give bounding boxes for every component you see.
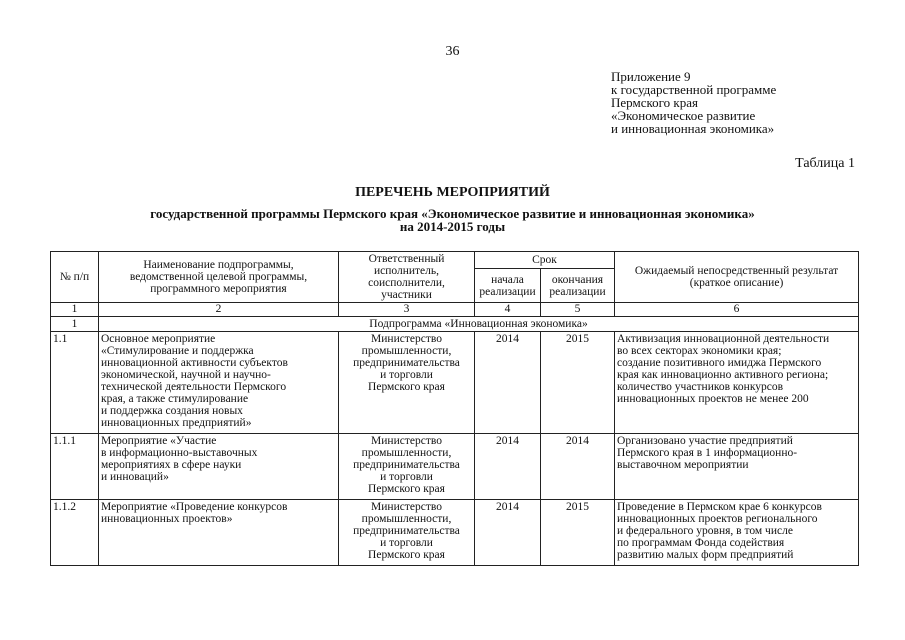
appendix-note [611, 70, 776, 135]
column-number: 4 [475, 303, 541, 317]
header-end-line: окончания [551, 273, 604, 286]
row-name-line: и инноваций» [101, 471, 169, 483]
header-start [475, 269, 541, 303]
header-executor-line: Ответственный [368, 253, 445, 265]
column-number: 5 [541, 303, 615, 317]
header-name-line: Наименование подпрограммы, [143, 259, 294, 271]
row-num: 1.1.1 [51, 434, 99, 500]
row-name-line: в информационно-выставочных [101, 447, 258, 459]
row-executor-line: Пермского края [368, 381, 445, 393]
row-result-line: и федерального уровня, в том числе [617, 525, 793, 537]
appendix-line: к государственной программе [611, 82, 777, 97]
row-result-line: Активизация инновационной деятельности [617, 333, 830, 345]
table-label: Таблица 1 [795, 156, 855, 171]
row-name-line: Мероприятие «Проведение конкурсов [101, 501, 288, 513]
header-executor-line: соисполнители, [368, 277, 445, 289]
row-name-line: Мероприятие «Участие [101, 435, 217, 447]
row-result-line: создание позитивного имиджа Пермского [617, 357, 822, 369]
row-executor-line: Пермского края [368, 549, 445, 561]
row-result [615, 500, 859, 566]
row-result-line: выставочном мероприятии [617, 459, 749, 471]
row-executor-line: промышленности, [361, 447, 452, 459]
row-result-line: количество участников конкурсов [617, 381, 784, 393]
row-result-line: по программам Фонда содействия [617, 537, 785, 549]
row-name-line: экономической, научной и научно- [101, 369, 271, 381]
header-name-line: ведомственной целевой программы, [129, 271, 308, 283]
column-number-row [51, 303, 859, 317]
row-name-line: инновационных предприятий» [101, 417, 252, 429]
row-executor [339, 434, 475, 500]
row-executor-line: предпринимательства [353, 525, 460, 537]
row-end: 2015 [541, 332, 615, 434]
section-title: Подпрограмма «Инновационная экономика» [99, 317, 859, 332]
row-result-line: инновационных проектов не менее 200 [617, 393, 809, 405]
header-executor-line: участники [381, 289, 432, 301]
header-name-line: программного мероприятия [150, 283, 287, 295]
column-number: 3 [339, 303, 475, 317]
row-name [99, 434, 339, 500]
row-name-line: и поддержка создания новых [101, 405, 243, 417]
row-name-line: мероприятиях в сфере науки [101, 459, 242, 471]
row-result-line: края как инновационно активного региона; [617, 369, 829, 381]
subtitle-line: на 2014-2015 годы [399, 219, 506, 234]
row-executor-line: и торговли [380, 537, 433, 549]
row-result [615, 434, 859, 500]
row-name-line: Основное мероприятие [101, 333, 216, 345]
row-executor [339, 500, 475, 566]
row-name-line: инновационных проектов» [101, 513, 233, 525]
row-executor-line: предпринимательства [353, 357, 460, 369]
subtitle-line: государственной программы Пермского края «Экономическое развитие и инновационная экономика» [150, 206, 755, 221]
column-number: 1 [51, 303, 99, 317]
row-end: 2014 [541, 434, 615, 500]
page-number: 36 [445, 44, 460, 59]
row-result [615, 332, 859, 434]
row-num: 1.1.2 [51, 500, 99, 566]
column-number: 6 [615, 303, 859, 317]
row-start: 2014 [475, 434, 541, 500]
row-executor-line: Министерство [371, 435, 442, 447]
row-executor-line: промышленности, [361, 513, 452, 525]
row-executor-line: Министерство [371, 333, 442, 345]
appendix-line: «Экономическое развитие [611, 108, 756, 123]
table-row [51, 500, 859, 566]
row-result-line: Пермского края в 1 информационно- [617, 447, 798, 459]
row-result-line: развитию малых форм предприятий [617, 549, 794, 561]
header-start-line: реализации [479, 285, 536, 298]
appendix-line: и инновационная экономика» [611, 121, 775, 136]
header-executor [339, 252, 475, 303]
row-executor-line: предпринимательства [353, 459, 460, 471]
row-result-line: во всех секторах экономики края; [617, 345, 782, 357]
row-executor-line: Пермского края [368, 483, 445, 495]
document-title: ПЕРЕЧЕНЬ МЕРОПРИЯТИЙ [355, 185, 550, 200]
header-end-line: реализации [549, 285, 606, 298]
row-start: 2014 [475, 332, 541, 434]
row-executor [339, 332, 475, 434]
row-executor-line: и торговли [380, 471, 433, 483]
events-table [50, 251, 859, 566]
row-num: 1.1 [51, 332, 99, 434]
header-name [99, 252, 339, 303]
header-executor-line: исполнитель, [373, 265, 440, 277]
appendix-line: Приложение 9 [611, 69, 691, 84]
row-end: 2015 [541, 500, 615, 566]
row-start: 2014 [475, 500, 541, 566]
document-subtitle [0, 207, 905, 233]
header-result-line: (краткое описание) [689, 277, 784, 289]
row-name-line: инновационной активности субъектов [101, 357, 288, 369]
row-name [99, 500, 339, 566]
row-name-line: «Стимулирование и поддержка [101, 345, 254, 357]
row-name-line: технической деятельности Пермского [101, 381, 287, 393]
row-result-line: Проведение в Пермском крае 6 конкурсов [617, 501, 822, 513]
table-row [51, 332, 859, 434]
table-row [51, 434, 859, 500]
appendix-line: Пермского края [611, 95, 698, 110]
row-name-line: края, а также стимулирование [101, 393, 249, 405]
section-num: 1 [51, 317, 99, 332]
row-executor-line: и торговли [380, 369, 433, 381]
row-executor-line: промышленности, [361, 345, 452, 357]
column-number: 2 [99, 303, 339, 317]
header-end [541, 269, 615, 303]
header-result [615, 252, 859, 303]
row-executor-line: Министерство [371, 501, 442, 513]
header-result-line: Ожидаемый непосредственный результат [634, 265, 839, 277]
header-term: Срок [475, 252, 615, 269]
row-result-line: инновационных проектов регионального [617, 513, 818, 525]
header-num: № п/п [51, 252, 99, 303]
row-name [99, 332, 339, 434]
row-result-line: Организовано участие предприятий [617, 435, 793, 447]
section-row [51, 317, 859, 332]
table-header-row [51, 252, 859, 269]
header-start-line: начала [491, 273, 524, 286]
